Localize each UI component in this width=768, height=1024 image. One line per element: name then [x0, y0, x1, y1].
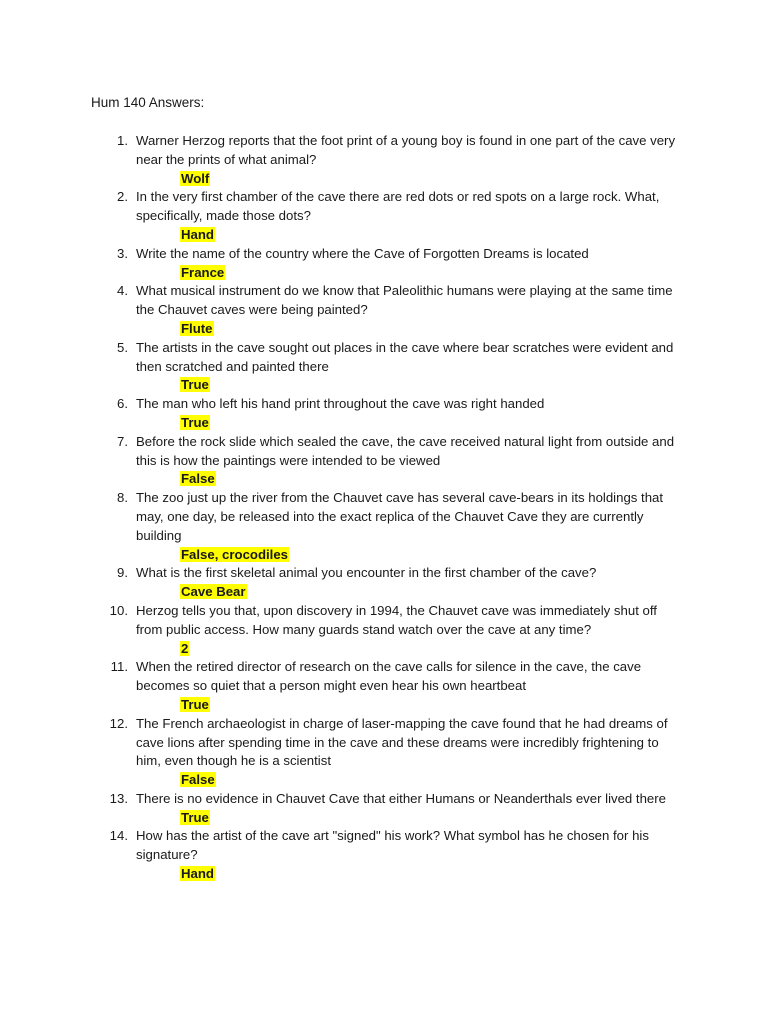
- question-number: 9.: [117, 565, 128, 581]
- answer-line: [180, 865, 768, 884]
- question-text: Write the name of the country where the Cave of Forgotten Dreams is located: [136, 245, 589, 261]
- highlighted-answer: France: [181, 264, 225, 280]
- question-item: [0, 339, 768, 395]
- question-list: [0, 132, 768, 884]
- answer-line: [180, 583, 768, 602]
- question-item: [0, 282, 768, 338]
- answer-line: [180, 376, 768, 395]
- highlighted-answer: Cave Bear: [181, 584, 246, 600]
- answer-line: [180, 320, 768, 339]
- highlighted-answer: True: [181, 377, 209, 393]
- question-number: 6.: [117, 396, 128, 412]
- document-title: Hum 140 Answers:: [91, 95, 205, 110]
- question-number: 11.: [110, 659, 128, 675]
- question-item: [0, 827, 768, 883]
- question-text: Herzog tells you that, upon discovery in 1994, the Chauvet cave was immediately shut off from public access. How many guards stand watch over the cave at any time?: [136, 602, 657, 637]
- highlighted-answer: Hand: [181, 866, 214, 882]
- question-text: There is no evidence in Chauvet Cave that either Humans or Neanderthals ever lived there: [136, 790, 666, 806]
- answer-line: [180, 264, 768, 283]
- question-text: In the very first chamber of the cave there are red dots or red spots on a large rock. What, specifically, made those dots?: [136, 189, 660, 224]
- question-number: 13.: [109, 790, 128, 806]
- question-item: [0, 245, 768, 283]
- question-item: [0, 658, 768, 714]
- question-text: The man who left his hand print throughout the cave was right handed: [136, 396, 545, 412]
- highlighted-answer: Hand: [181, 226, 214, 242]
- question-item: [0, 188, 768, 244]
- question-item: [0, 715, 768, 790]
- highlighted-answer: True: [181, 414, 209, 430]
- highlighted-answer: True: [181, 696, 209, 712]
- highlighted-answer: True: [181, 809, 209, 825]
- question-item: [0, 790, 768, 828]
- highlighted-answer: False: [181, 772, 215, 788]
- question-text: The zoo just up the river from the Chauvet cave has several cave-bears in its holdings that may, one day, be released into the exact replica of the Chauvet Cave they are currently building: [136, 490, 664, 543]
- question-number: 4.: [117, 283, 128, 299]
- question-number: 14.: [109, 828, 128, 844]
- highlighted-answer: False: [181, 471, 215, 487]
- answer-line: [180, 771, 768, 790]
- question-number: 12.: [109, 715, 128, 731]
- highlighted-answer: Wolf: [181, 170, 210, 186]
- answer-line: [180, 226, 768, 245]
- question-text: What musical instrument do we know that Paleolithic humans were playing at the same time the Chauvet caves were being painted?: [136, 283, 673, 318]
- question-item: [0, 602, 768, 658]
- answer-line: [180, 696, 768, 715]
- answer-line: [180, 170, 768, 189]
- question-text: When the retired director of research on the cave calls for silence in the cave, the cave becomes so quiet that a person might even hear his own heartbeat: [136, 659, 642, 694]
- highlighted-answer: 2: [181, 640, 189, 656]
- answer-line: [180, 414, 768, 433]
- question-number: 5.: [117, 339, 128, 355]
- question-number: 3.: [117, 245, 128, 261]
- question-item: [0, 489, 768, 564]
- question-item: [0, 564, 768, 602]
- question-text: What is the first skeletal animal you encounter in the first chamber of the cave?: [136, 565, 597, 581]
- question-item: [0, 132, 768, 188]
- question-text: How has the artist of the cave art "signed" his work? What symbol has he chosen for his signature?: [136, 828, 649, 863]
- question-item: [0, 433, 768, 489]
- question-number: 7.: [117, 433, 128, 449]
- question-number: 10.: [109, 602, 128, 618]
- question-number: 2.: [117, 189, 128, 205]
- question-text: The French archaeologist in charge of laser-mapping the cave found that he had dreams of cave lions after spending time in the cave and these dreams were incredibly frightening to him, even though he is a scientist: [136, 715, 668, 769]
- question-number: 1.: [117, 133, 128, 148]
- question-text: The artists in the cave sought out places in the cave where bear scratches were evident and then scratched and painted there: [136, 339, 674, 374]
- highlighted-answer: False, crocodiles: [181, 546, 289, 562]
- question-number: 8.: [117, 490, 128, 506]
- question-text: Warner Herzog reports that the foot print of a young boy is found in one part of the cave very near the prints of what animal?: [136, 133, 676, 167]
- answer-line: [180, 809, 768, 828]
- question-text: Before the rock slide which sealed the cave, the cave received natural light from outside and this is how the paintings were intended to be viewed: [136, 433, 675, 468]
- answer-line: [180, 470, 768, 489]
- answer-line: [180, 546, 768, 565]
- question-item: [0, 395, 768, 433]
- highlighted-answer: Flute: [181, 320, 213, 336]
- answer-line: [180, 640, 768, 659]
